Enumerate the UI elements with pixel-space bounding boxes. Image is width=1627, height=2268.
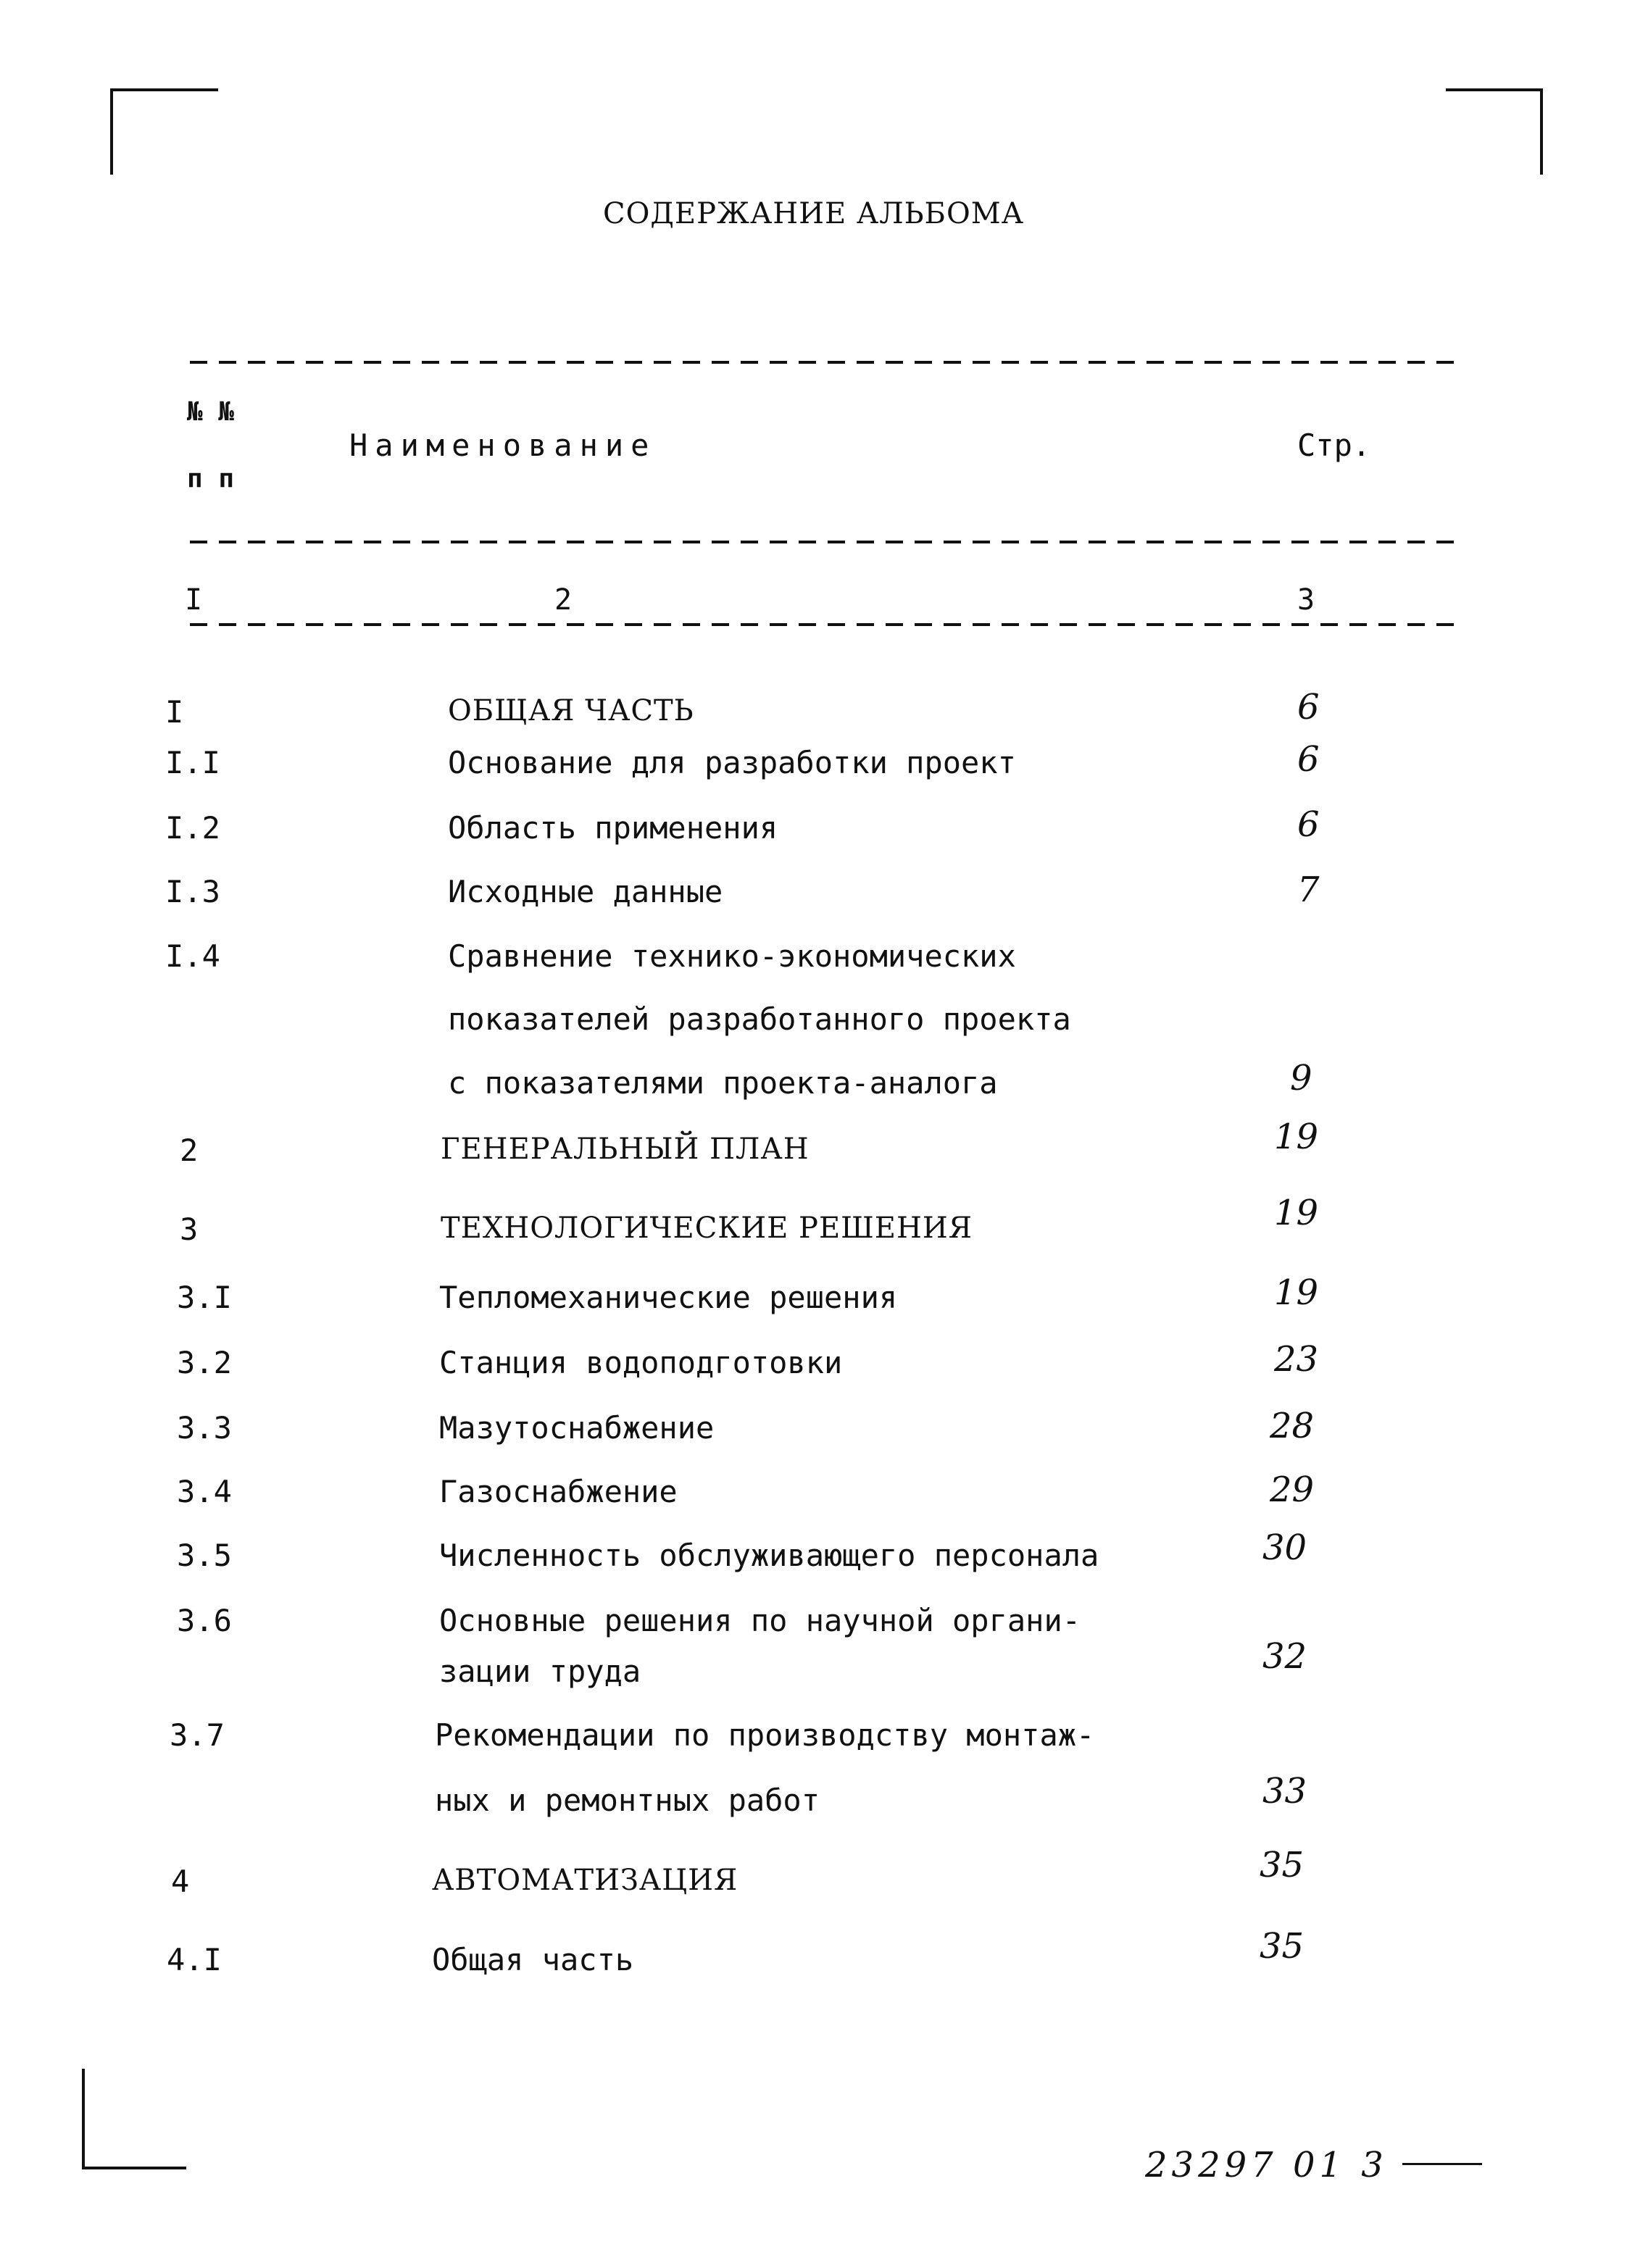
item-page: 9 xyxy=(1290,1058,1312,1098)
item-number: 3.2 xyxy=(177,1345,232,1380)
item-title-continued: с показателями проекта-аналога xyxy=(448,1065,998,1101)
item-number: 4.I xyxy=(167,1942,222,1977)
item-title: Газоснабжение xyxy=(439,1474,678,1509)
item-title: АВТОМАТИЗАЦИЯ xyxy=(432,1864,738,1897)
item-page: 35 xyxy=(1260,1926,1304,1967)
item-title: Основные решения по научной органи- xyxy=(439,1603,1081,1638)
item-title: Исходные данные xyxy=(448,874,723,909)
header-page-label: Стр. xyxy=(1297,428,1371,463)
list-item xyxy=(0,1771,1627,1826)
column-number-2: 2 xyxy=(554,583,573,617)
item-page: 32 xyxy=(1262,1636,1307,1677)
header-number-label-top: № № xyxy=(187,397,235,427)
item-page: 19 xyxy=(1274,1117,1319,1157)
item-number: 3.4 xyxy=(177,1474,232,1509)
item-title-continued: показателей разработанного проекта xyxy=(448,1001,1071,1037)
page-title: СОДЕРЖАНИЕ АЛЬБОМА xyxy=(602,197,1024,230)
header-number-label-bottom: п п xyxy=(187,464,235,493)
list-item xyxy=(0,1193,1627,1255)
item-number: 3.3 xyxy=(177,1410,232,1446)
item-number: I.I xyxy=(165,745,220,780)
list-item xyxy=(0,1845,1627,1907)
item-title: ОБЩАЯ ЧАСТЬ xyxy=(448,694,694,727)
item-title: Сравнение технико-экономических xyxy=(448,938,1016,974)
item-page: 6 xyxy=(1297,739,1320,780)
header-name-label: Наименование xyxy=(349,428,657,463)
list-item xyxy=(0,1469,1627,1517)
item-page: 35 xyxy=(1260,1845,1304,1885)
item-title: Основание для разработки проект xyxy=(448,745,1016,780)
list-item xyxy=(0,687,1627,738)
list-item xyxy=(0,804,1627,854)
item-number: I xyxy=(165,694,184,730)
stamp-underline xyxy=(1402,2163,1482,2165)
list-item xyxy=(0,1339,1627,1388)
item-title: Общая часть xyxy=(432,1942,634,1977)
item-page: 7 xyxy=(1297,870,1320,910)
item-number: 3.I xyxy=(177,1280,232,1315)
list-item xyxy=(0,1117,1627,1176)
list-item xyxy=(0,1603,1627,1646)
item-number: 3.7 xyxy=(170,1717,225,1753)
item-page: 23 xyxy=(1274,1339,1319,1380)
corner-mark-bottom-left xyxy=(82,2069,186,2169)
item-page: 6 xyxy=(1297,804,1320,845)
corner-mark-top-left xyxy=(110,88,218,175)
item-title: Численность обслуживающего персонала xyxy=(439,1538,1099,1573)
corner-mark-top-right xyxy=(1446,88,1543,175)
item-title-continued: зации труда xyxy=(439,1654,641,1689)
item-number: 2 xyxy=(180,1133,199,1168)
item-number: 3.6 xyxy=(177,1603,232,1638)
header-bottom-rule xyxy=(190,541,1462,543)
column-number-3: 3 xyxy=(1297,583,1315,617)
item-title: Тепломеханические решения xyxy=(439,1280,898,1315)
item-title-continued: ных и ремонтных работ xyxy=(435,1783,820,1818)
list-item xyxy=(0,739,1627,788)
list-item xyxy=(0,870,1627,917)
item-title: ГЕНЕРАЛЬНЫЙ ПЛАН xyxy=(441,1133,810,1166)
list-item xyxy=(0,1717,1627,1761)
list-item xyxy=(0,1636,1627,1697)
item-page: 33 xyxy=(1262,1771,1307,1812)
column-number-1: I xyxy=(185,583,203,617)
item-page: 28 xyxy=(1270,1406,1315,1446)
document-code-stamp: 23297 01 3 xyxy=(1145,2145,1388,2185)
list-item xyxy=(0,1527,1627,1581)
item-number: I.3 xyxy=(165,874,220,909)
list-item xyxy=(0,1272,1627,1323)
item-title: ТЕХНОЛОГИЧЕСКИЕ РЕШЕНИЯ xyxy=(441,1212,973,1245)
item-title: Область применения xyxy=(448,810,778,846)
item-title: Мазутоснабжение xyxy=(439,1410,715,1446)
table-top-rule xyxy=(190,361,1462,364)
list-item xyxy=(0,1058,1627,1109)
list-item xyxy=(0,938,1627,982)
item-number: 3.5 xyxy=(177,1538,232,1573)
item-page: 19 xyxy=(1274,1193,1319,1233)
list-item xyxy=(0,1001,1627,1045)
item-page: 19 xyxy=(1274,1272,1319,1313)
item-title: Рекомендации по производству монтаж- xyxy=(435,1717,1095,1753)
item-page: 30 xyxy=(1262,1527,1307,1568)
list-item xyxy=(0,1406,1627,1454)
item-title: Станция водоподготовки xyxy=(439,1345,843,1380)
item-number: I.4 xyxy=(165,938,220,974)
item-number: I.2 xyxy=(165,810,220,846)
column-numbers-rule xyxy=(190,623,1462,626)
item-page: 29 xyxy=(1270,1469,1315,1510)
list-item xyxy=(0,1926,1627,1985)
item-number: 3 xyxy=(180,1212,199,1247)
item-page: 6 xyxy=(1297,687,1320,727)
item-number: 4 xyxy=(171,1864,190,1899)
